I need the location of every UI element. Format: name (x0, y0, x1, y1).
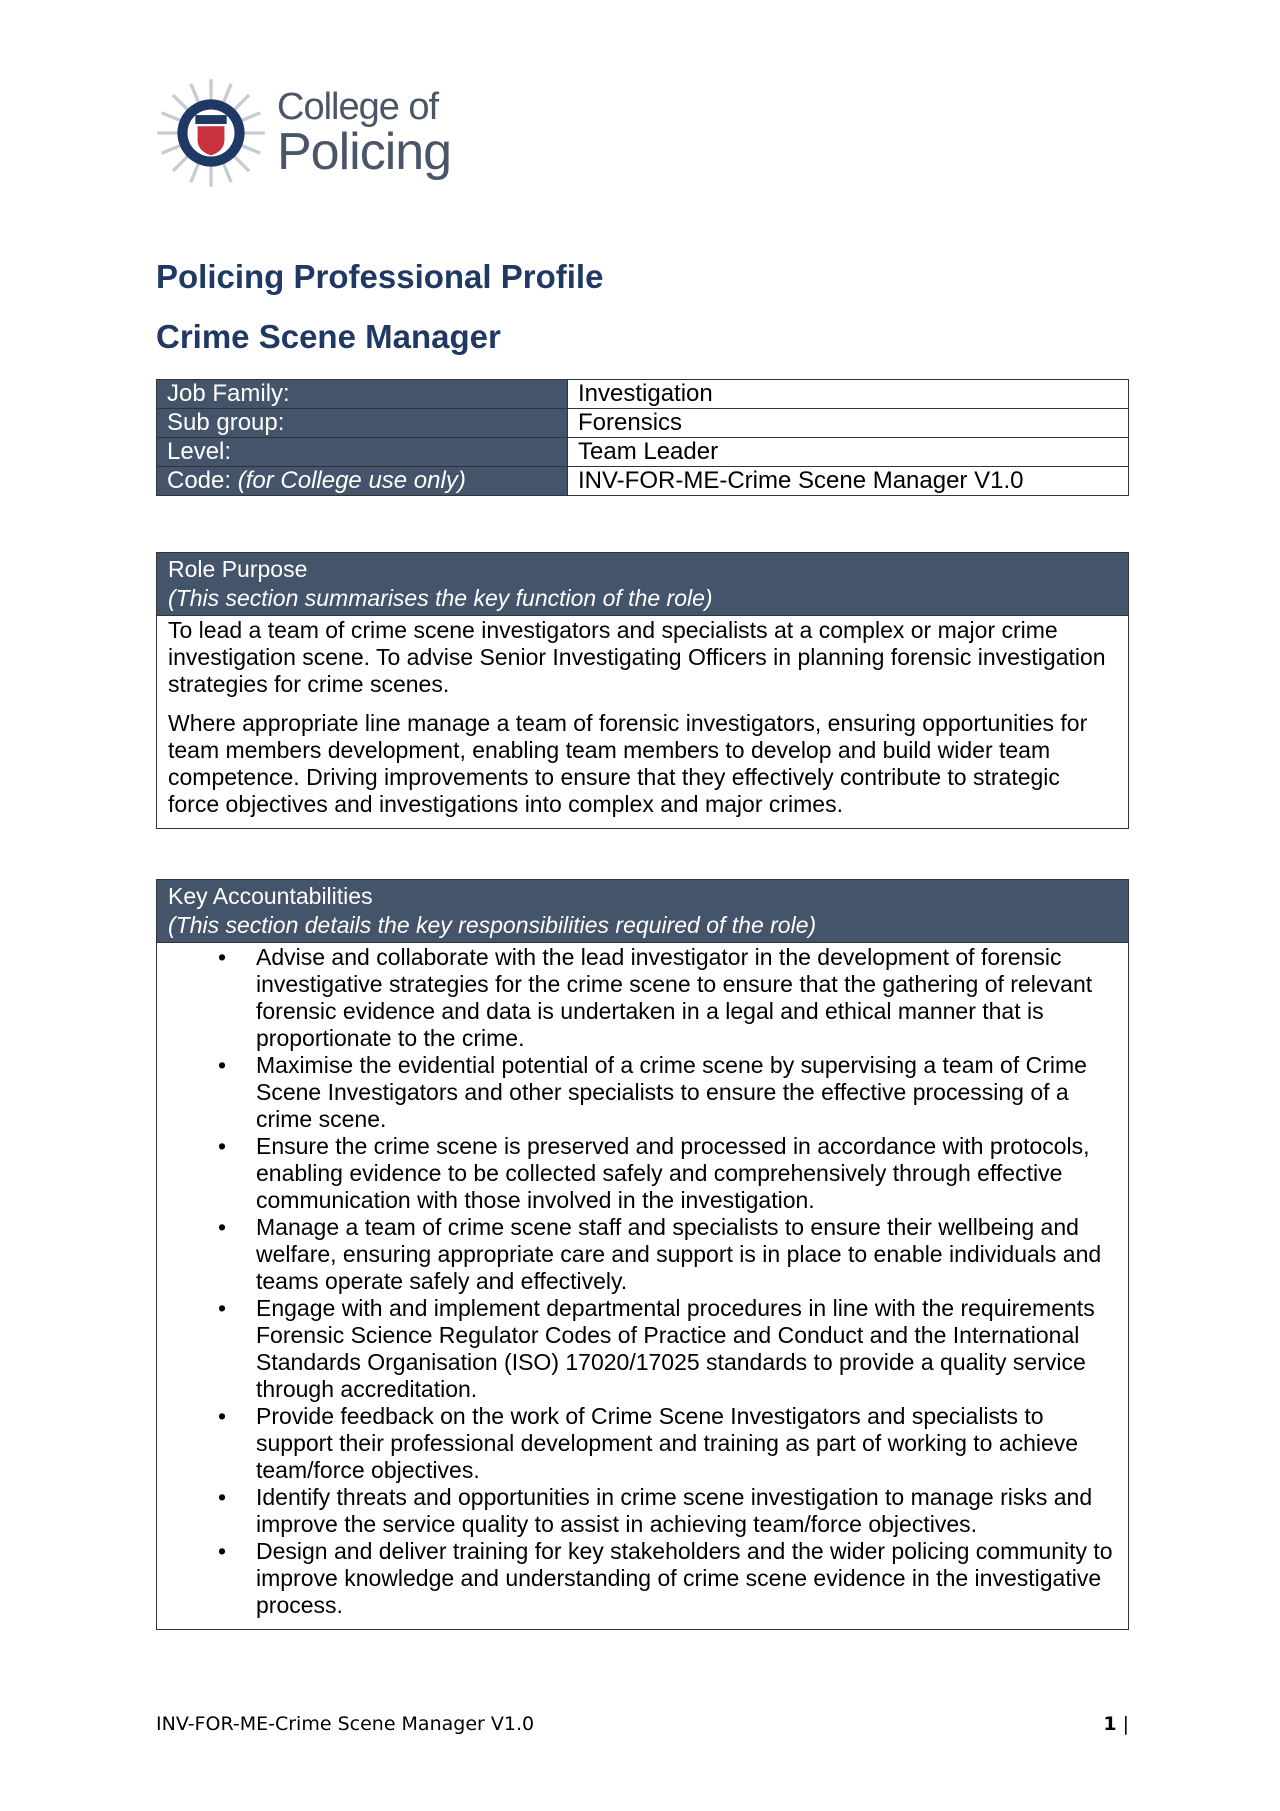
list-item (218, 1484, 1114, 1538)
key-accountabilities-section (156, 879, 1129, 1630)
info-label: Code: (167, 467, 232, 494)
accountability-text: Identify threats and opportunities in crime scene investigation to manage risks and improve the service quality to assist in achieving team/force objectives. (256, 1484, 1093, 1537)
paragraph: To lead a team of crime scene investigators and specialists at a complex or major crime investigation scene. To advise Senior Investigating Officers in planning forensic investigation strategies for crime scenes. (168, 617, 1106, 697)
bullet-icon: • (218, 1052, 227, 1078)
police-badge-icon (155, 77, 267, 189)
section-title: Key Accountabilities (168, 883, 373, 909)
info-value: INV-FOR-ME-Crime Scene Manager V1.0 (568, 467, 1129, 496)
list-item (218, 944, 1114, 1052)
bullet-icon: • (218, 1295, 227, 1321)
job-info-table (156, 379, 1129, 496)
role-title: Crime Scene Manager (156, 318, 501, 355)
info-label: Sub group: (157, 409, 568, 438)
accountability-text: Ensure the crime scene is preserved and processed in accordance with protocols, enabling evidence to be collected safely and comprehensively through effective communication with those involved in the investigation. (256, 1133, 1090, 1213)
paragraph: Where appropriate line manage a team of forensic investigators, ensuring opportunities for team members development, enabling team members to develop and build wider team competence. Driving improvements to ensure that they effectively contribute to strategic force objectives and investigations into complex and major crimes. (168, 710, 1088, 817)
list-item (218, 1295, 1114, 1403)
section-subtitle: (This section summarises the key function of the role) (168, 585, 713, 611)
info-value: Investigation (568, 380, 1129, 409)
college-of-policing-logo (155, 75, 455, 190)
role-purpose-section (156, 552, 1129, 829)
accountability-text: Manage a team of crime scene staff and specialists to ensure their wellbeing and welfare, ensuring appropriate care and support is in place to enable individuals and teams operate safely and effectively. (256, 1214, 1102, 1294)
logo-line-1: College of (277, 85, 439, 128)
table-row (157, 467, 1129, 496)
table-row (157, 409, 1129, 438)
section-subtitle: (This section details the key responsibilities required of the role) (168, 912, 817, 938)
accountability-text: Advise and collaborate with the lead investigator in the development of forensic investigative strategies for the crime scene to ensure that the gathering of relevant forensic evidence and data is undertaken in a legal and ethical manner that is proportionate to the crime. (256, 944, 1093, 1051)
bullet-icon: • (218, 1484, 227, 1510)
bullet-icon: • (218, 1403, 227, 1429)
list-item (218, 1133, 1114, 1214)
info-label-note: (for College use only) (237, 467, 466, 494)
info-value: Forensics (568, 409, 1129, 438)
info-value: Team Leader (568, 438, 1129, 467)
page-footer (156, 1713, 1129, 1735)
bullet-icon: • (218, 1214, 227, 1240)
list-item (218, 1214, 1114, 1295)
accountability-text: Provide feedback on the work of Crime Scene Investigators and specialists to support their professional development and training as part of working to achieve team/force objectives. (256, 1403, 1079, 1483)
footer-doc-code: INV-FOR-ME-Crime Scene Manager V1.0 (156, 1713, 535, 1735)
table-row (157, 438, 1129, 467)
section-title: Role Purpose (168, 556, 308, 582)
footer-separator: | (1122, 1713, 1129, 1735)
info-label: Level: (157, 438, 568, 467)
table-row (157, 380, 1129, 409)
bullet-icon: • (218, 1538, 227, 1564)
list-item (218, 1538, 1114, 1619)
info-label: Job Family: (157, 380, 568, 409)
list-item (218, 1403, 1114, 1484)
bullet-icon: • (218, 944, 227, 970)
document-title: Policing Professional Profile (156, 258, 604, 295)
bullet-icon: • (218, 1133, 227, 1159)
page-number: 1 (1103, 1713, 1117, 1735)
logo-line-2: Policing (277, 122, 452, 181)
accountability-text: Maximise the evidential potential of a crime scene by supervising a team of Crime Scene Investigators and other specialists to ensure the effective processing of a crime scene. (256, 1052, 1087, 1132)
accountability-text: Engage with and implement departmental procedures in line with the requirements Forensic Science Regulator Codes of Practice and Conduct and the International Standards Organisation (ISO) 17020/17025 standards to provide a quality service through accreditation. (256, 1295, 1095, 1402)
accountability-text: Design and deliver training for key stakeholders and the wider policing community to improve knowledge and understanding of crime scene evidence in the investigative process. (256, 1538, 1113, 1618)
info-label-cell (157, 467, 568, 496)
accountabilities-list (168, 944, 1114, 1619)
list-item (218, 1052, 1114, 1133)
